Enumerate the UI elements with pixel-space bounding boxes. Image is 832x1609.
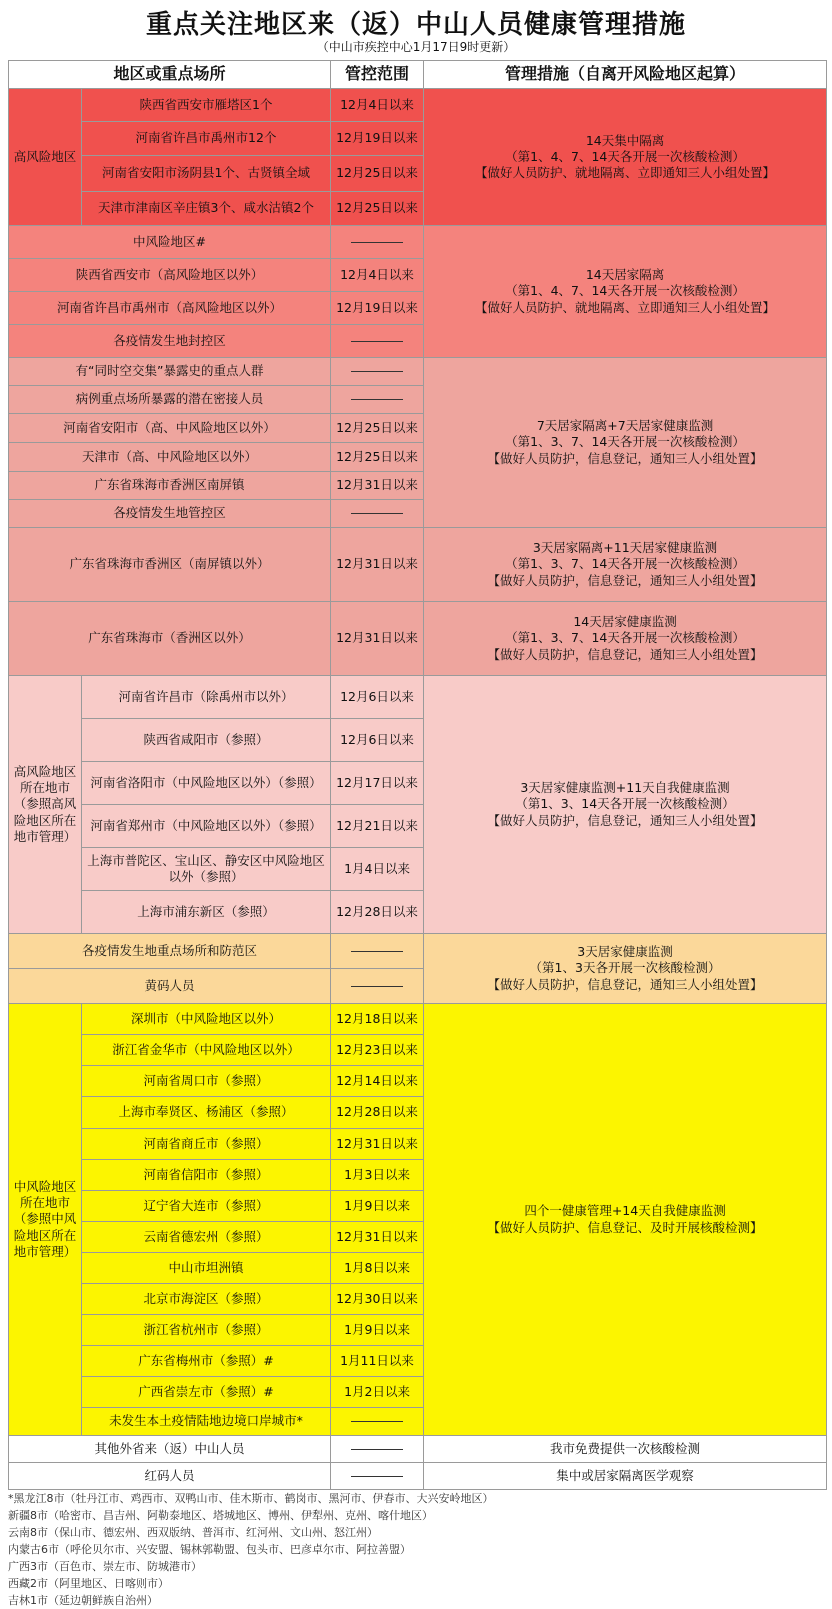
- category-cell: 高风险地区: [9, 89, 82, 226]
- table-row: [9, 1004, 827, 1035]
- area-cell: 中山市坦洲镇: [82, 1253, 331, 1284]
- range-cell: [331, 358, 424, 386]
- dash-line: [351, 242, 403, 243]
- measure-line: 【做好人员防护、就地隔离、立即通知三人小组处置】: [475, 165, 776, 181]
- table-row: [9, 934, 827, 969]
- range-cell: [331, 500, 424, 528]
- measure-line: 3天居家健康监测: [577, 944, 673, 960]
- footnote-line: 内蒙古6市（呼伦贝尔市、兴安盟、锡林郭勒盟、包头市、巴彦卓尔市、阿拉善盟）: [8, 1543, 411, 1556]
- update-note: （中山市疾控中心1月17日9时更新）: [316, 40, 516, 54]
- area-cell: 红码人员: [9, 1463, 331, 1490]
- measure-line: 3天居家健康监测+11天自我健康监测: [520, 780, 730, 796]
- area-cell: 北京市海淀区（参照）: [82, 1284, 331, 1315]
- measure-cell: [424, 602, 827, 676]
- range-cell: [331, 386, 424, 414]
- header-area: 地区或重点场所: [9, 61, 331, 89]
- measure-line: 7天居家隔离+7天居家健康监测: [536, 418, 714, 434]
- area-cell: 广东省珠海市香洲区（南屏镇以外）: [9, 528, 331, 602]
- header-measure: 管理措施（自离开风险地区起算）: [424, 61, 827, 89]
- range-cell: 1月3日以来: [331, 1160, 424, 1191]
- dash-line: [351, 1421, 403, 1422]
- range-cell: 12月19日以来: [331, 122, 424, 156]
- range-cell: [331, 1463, 424, 1490]
- range-cell: 12月30日以来: [331, 1284, 424, 1315]
- dash-line: [351, 1449, 403, 1450]
- area-cell: 陕西省西安市（高风险地区以外）: [9, 259, 331, 292]
- table-header-row: [9, 61, 827, 89]
- range-cell: 12月25日以来: [331, 192, 424, 226]
- measure-cell: [424, 226, 827, 358]
- dash-line: [351, 951, 403, 952]
- dash-line: [351, 371, 403, 372]
- table-row: [9, 528, 827, 602]
- measure-cell: [424, 1463, 827, 1490]
- range-cell: 12月17日以来: [331, 762, 424, 805]
- measure-line: 14天居家健康监测: [573, 614, 677, 630]
- range-cell: 1月9日以来: [331, 1191, 424, 1222]
- area-cell: 其他外省来（返）中山人员: [9, 1436, 331, 1463]
- measure-line: 四个一健康管理+14天自我健康监测: [524, 1203, 726, 1219]
- measure-line: （第1、4、7、14天各开展一次核酸检测）: [505, 148, 745, 164]
- range-cell: 12月23日以来: [331, 1035, 424, 1066]
- range-cell: 12月4日以来: [331, 89, 424, 122]
- range-cell: 1月11日以来: [331, 1346, 424, 1377]
- area-cell: 天津市（高、中风险地区以外）: [9, 443, 331, 472]
- measure-line: 【做好人员防护，信息登记，通知三人小组处置】: [487, 812, 763, 828]
- table-row: [9, 602, 827, 676]
- area-cell: 广东省珠海市（香洲区以外）: [9, 602, 331, 676]
- area-cell: 广东省珠海市香洲区南屏镇: [9, 472, 331, 500]
- range-cell: [331, 1408, 424, 1436]
- area-cell: 河南省安阳市（高、中风险地区以外）: [9, 414, 331, 443]
- footnote-line: 广西3市（百色市、崇左市、防城港市）: [8, 1560, 202, 1573]
- range-cell: 12月14日以来: [331, 1066, 424, 1097]
- measure-line: 【做好人员防护，信息登记，通知三人小组处置】: [487, 976, 763, 992]
- measure-line: 集中或居家隔离医学观察: [556, 1467, 694, 1483]
- area-cell: 各疫情发生地重点场所和防范区: [9, 934, 331, 969]
- measure-line: 3天居家隔离+11天居家健康监测: [532, 540, 718, 556]
- range-cell: 12月31日以来: [331, 528, 424, 602]
- area-cell: 有“同时空交集”暴露史的重点人群: [9, 358, 331, 386]
- footnotes: [8, 1490, 826, 1609]
- range-cell: [331, 934, 424, 969]
- range-cell: 12月4日以来: [331, 259, 424, 292]
- table-row: [9, 1463, 827, 1490]
- range-cell: 12月6日以来: [331, 676, 424, 719]
- measures-table: [8, 60, 827, 1490]
- category-cell: 中风险地区所在地市（参照中风险地区所在地市管理）: [9, 1004, 82, 1436]
- measure-line: 【做好人员防护，信息登记，通知三人小组处置】: [487, 450, 763, 466]
- measure-line: 14天集中隔离: [585, 132, 665, 148]
- measure-cell: [424, 1436, 827, 1463]
- area-cell: 河南省商丘市（参照）: [82, 1129, 331, 1160]
- range-cell: 12月21日以来: [331, 805, 424, 848]
- table-row: [9, 1436, 827, 1463]
- measure-cell: [424, 676, 827, 934]
- table-row: [9, 89, 827, 122]
- area-cell: 未发生本土疫情陆地边境口岸城市*: [82, 1408, 331, 1436]
- area-cell: 上海市奉贤区、杨浦区（参照）: [82, 1097, 331, 1129]
- measure-cell: [424, 934, 827, 1004]
- range-cell: 12月19日以来: [331, 292, 424, 325]
- measure-cell: [424, 358, 827, 528]
- table-row: [9, 676, 827, 719]
- range-cell: 12月31日以来: [331, 1129, 424, 1160]
- category-cell: 高风险地区所在地市（参照高风险地区所在地市管理）: [9, 676, 82, 934]
- range-cell: [331, 969, 424, 1004]
- area-cell: 深圳市（中风险地区以外）: [82, 1004, 331, 1035]
- measure-line: 【做好人员防护，信息登记，通知三人小组处置】: [487, 572, 763, 588]
- range-cell: [331, 325, 424, 358]
- area-cell: 河南省安阳市汤阴县1个、古贤镇全域: [82, 156, 331, 192]
- area-cell: 广东省梅州市（参照）#: [82, 1346, 331, 1377]
- range-cell: 12月25日以来: [331, 156, 424, 192]
- area-cell: 云南省德宏州（参照）: [82, 1222, 331, 1253]
- area-cell: 河南省周口市（参照）: [82, 1066, 331, 1097]
- range-cell: 1月8日以来: [331, 1253, 424, 1284]
- dash-line: [351, 399, 403, 400]
- measure-line: （第1、3天各开展一次核酸检测）: [529, 960, 721, 976]
- area-cell: 辽宁省大连市（参照）: [82, 1191, 331, 1222]
- header-range: 管控范围: [331, 61, 424, 89]
- measure-line: （第1、3、7、14天各开展一次核酸检测）: [505, 556, 745, 572]
- measure-line: 我市免费提供一次核酸检测: [550, 1440, 701, 1456]
- area-cell: 上海市普陀区、宝山区、静安区中风险地区以外（参照）: [82, 848, 331, 891]
- dash-line: [351, 1476, 403, 1477]
- range-cell: 1月4日以来: [331, 848, 424, 891]
- area-cell: 陕西省西安市雁塔区1个: [82, 89, 331, 122]
- area-cell: 浙江省金华市（中风险地区以外）: [82, 1035, 331, 1066]
- measure-line: （第1、3、7、14天各开展一次核酸检测）: [505, 630, 745, 646]
- range-cell: 12月25日以来: [331, 414, 424, 443]
- area-cell: 上海市浦东新区（参照）: [82, 891, 331, 934]
- measure-line: 14天居家隔离: [585, 267, 665, 283]
- measure-line: （第1、4、7、14天各开展一次核酸检测）: [505, 283, 745, 299]
- range-cell: 12月6日以来: [331, 719, 424, 762]
- range-cell: 12月31日以来: [331, 472, 424, 500]
- range-cell: 12月31日以来: [331, 602, 424, 676]
- measure-line: 【做好人员防护、就地隔离、立即通知三人小组处置】: [475, 299, 776, 315]
- range-cell: 1月9日以来: [331, 1315, 424, 1346]
- measure-cell: [424, 528, 827, 602]
- area-cell: 河南省郑州市（中风险地区以外）（参照）: [82, 805, 331, 848]
- dash-line: [351, 513, 403, 514]
- footnote-line: 新疆8市（哈密市、昌吉州、阿勒泰地区、塔城地区、博州、伊犁州、克州、喀什地区）: [8, 1509, 433, 1522]
- area-cell: 病例重点场所暴露的潜在密接人员: [9, 386, 331, 414]
- area-cell: 河南省许昌市禹州市（高风险地区以外）: [9, 292, 331, 325]
- measure-line: （第1、3、14天各开展一次核酸检测）: [515, 796, 735, 812]
- footnote-line: *黑龙江8市（牡丹江市、鸡西市、双鸭山市、佳木斯市、鹤岗市、黑河市、伊春市、大兴安岭地区）: [8, 1492, 494, 1505]
- area-cell: 各疫情发生地封控区: [9, 325, 331, 358]
- range-cell: 1月2日以来: [331, 1377, 424, 1408]
- range-cell: [331, 226, 424, 259]
- area-cell: 黄码人员: [9, 969, 331, 1004]
- area-cell: 陕西省咸阳市（参照）: [82, 719, 331, 762]
- area-cell: 浙江省杭州市（参照）: [82, 1315, 331, 1346]
- area-cell: 广西省崇左市（参照）#: [82, 1377, 331, 1408]
- measure-line: （第1、3、7、14天各开展一次核酸检测）: [505, 434, 745, 450]
- area-cell: 河南省信阳市（参照）: [82, 1160, 331, 1191]
- area-cell: 河南省许昌市（除禹州市以外）: [82, 676, 331, 719]
- area-cell: 各疫情发生地管控区: [9, 500, 331, 528]
- measure-line: 【做好人员防护，信息登记，通知三人小组处置】: [487, 646, 763, 662]
- area-cell: 天津市津南区辛庄镇3个、咸水沽镇2个: [82, 192, 331, 226]
- area-cell: 河南省洛阳市（中风险地区以外）（参照）: [82, 762, 331, 805]
- range-cell: 12月31日以来: [331, 1222, 424, 1253]
- range-cell: [331, 1436, 424, 1463]
- table-row: [9, 226, 827, 259]
- range-cell: 12月18日以来: [331, 1004, 424, 1035]
- range-cell: 12月28日以来: [331, 1097, 424, 1129]
- table-row: [9, 358, 827, 386]
- footnote-line: 西藏2市（阿里地区、日喀则市）: [8, 1577, 169, 1590]
- area-cell: 中风险地区#: [9, 226, 331, 259]
- page-title: 重点关注地区来（返）中山人员健康管理措施: [145, 10, 686, 40]
- measure-cell: [424, 1004, 827, 1436]
- measure-line: 【做好人员防护、信息登记、及时开展核酸检测】: [487, 1219, 763, 1235]
- measure-cell: [424, 89, 827, 226]
- footnote-line: 吉林1市（延边朝鲜族自治州）: [8, 1594, 158, 1607]
- dash-line: [351, 986, 403, 987]
- dash-line: [351, 341, 403, 342]
- area-cell: 河南省许昌市禹州市12个: [82, 122, 331, 156]
- footnote-line: 云南8市（保山市、德宏州、西双版纳、普洱市、红河州、文山州、怒江州）: [8, 1526, 378, 1539]
- range-cell: 12月25日以来: [331, 443, 424, 472]
- range-cell: 12月28日以来: [331, 891, 424, 934]
